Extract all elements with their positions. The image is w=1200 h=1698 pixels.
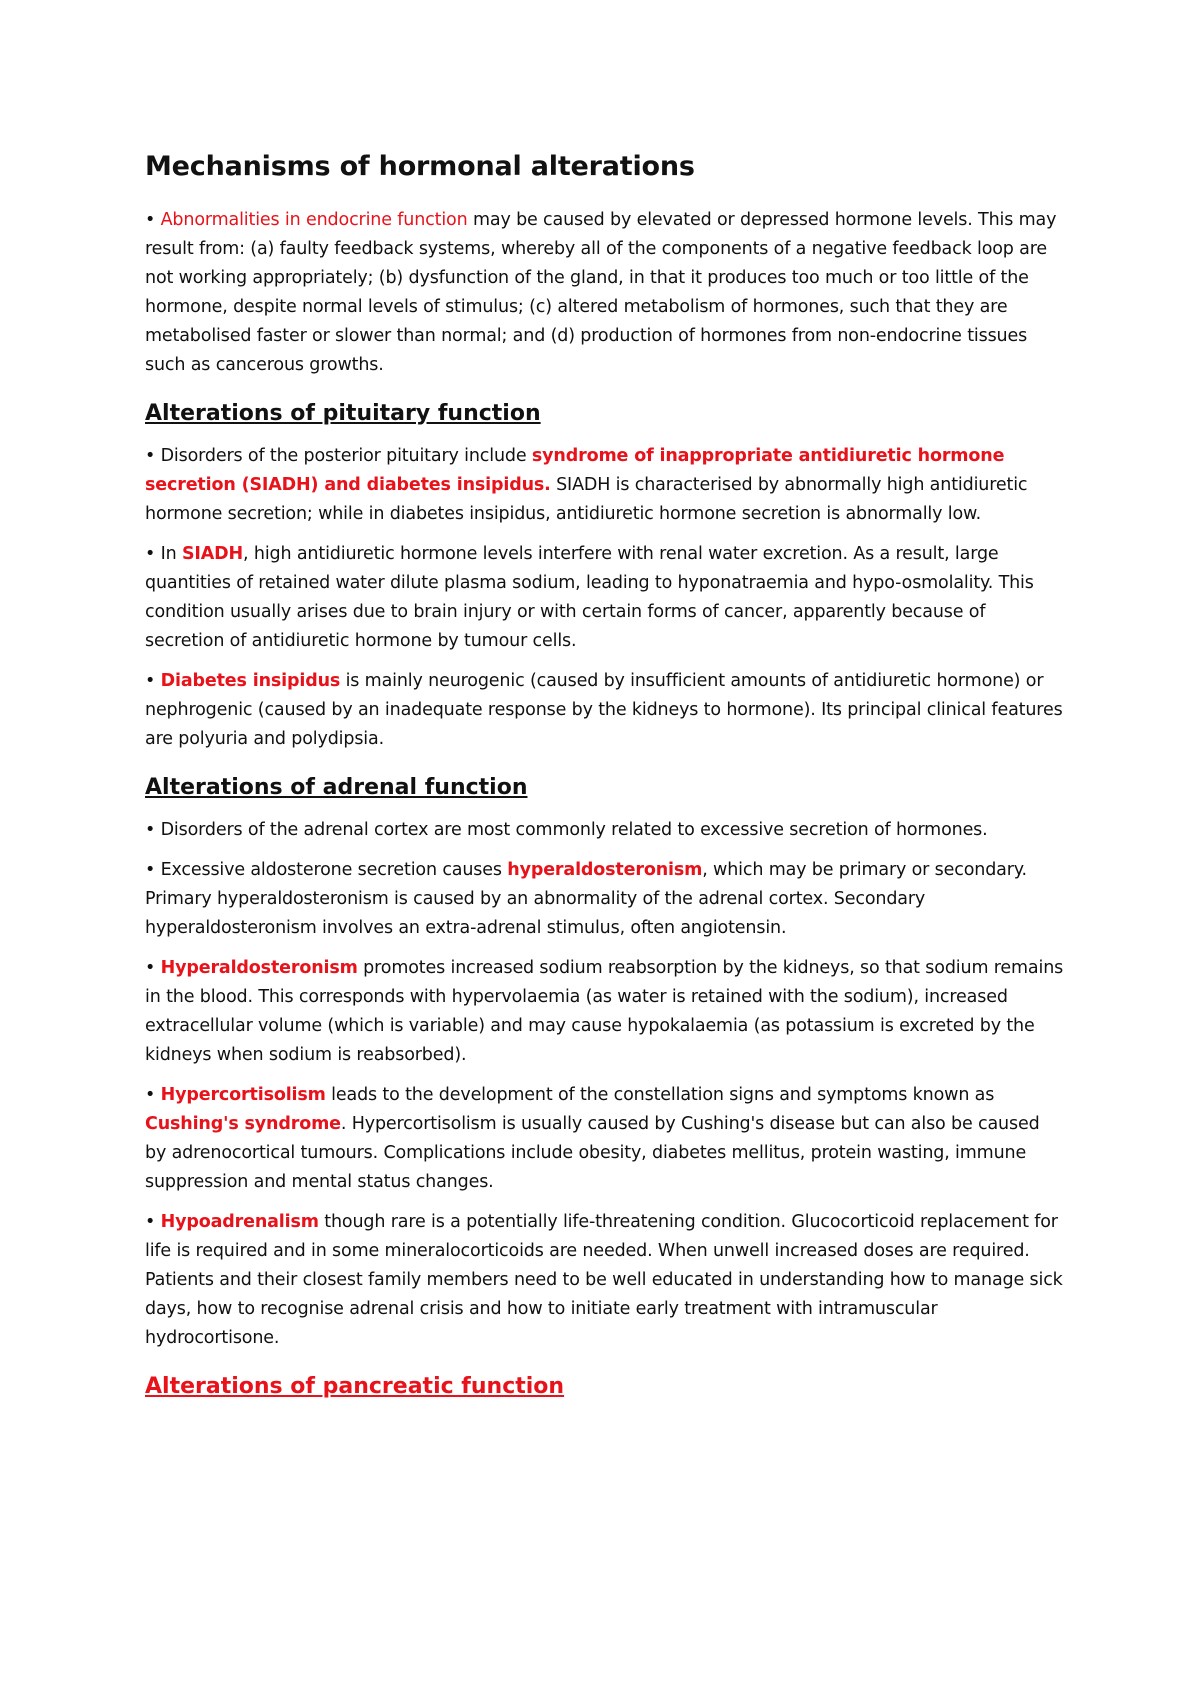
adrenal-paragraph-2 bbox=[145, 856, 1065, 943]
pituitary-paragraph-1 bbox=[145, 442, 1065, 529]
adrenal-paragraph-4 bbox=[145, 1081, 1065, 1197]
paragraph-text: , high antidiuretic hormone levels interfere with renal water excretion. As a result, large quantities of retained water dilute plasma sodium, leading to hyponatraemia and hypo-osmolality. This condition usually arises due to brain injury or with certain forms of cancer, apparently because of secretion of antidiuretic hormone by tumour cells. bbox=[145, 544, 1034, 651]
pituitary-paragraph-3 bbox=[145, 667, 1065, 754]
paragraph-text: • bbox=[145, 1212, 161, 1232]
paragraph-text: is mainly neurogenic (caused by insufficient amounts of antidiuretic hormone) or nephrogenic (caused by an inadequate response by the kidneys to hormone). Its principal clinical features are polyuria and polydipsia. bbox=[145, 671, 1063, 749]
paragraph-text: promotes increased sodium reabsorption by the kidneys, so that sodium remains in the blood. This corresponds with hypervolaemia (as water is retained with the sodium), increased extracellular volume (which is variable) and may cause hypokalaemia (as potassium is excreted by the kidneys when sodium is reabsorbed). bbox=[145, 958, 1064, 1065]
document-page bbox=[145, 150, 1065, 1415]
highlight-text: Hypoadrenalism bbox=[160, 1212, 319, 1232]
pituitary-paragraph-2 bbox=[145, 540, 1065, 656]
paragraph-text: though rare is a potentially life-threatening condition. Glucocorticoid replacement for life is required and in some mineralocorticoids are needed. When unwell increased doses are required. Patients and their closest family members need to be well educated in understanding how to manage sick days, how to recognise adrenal crisis and how to initiate early treatment with intramuscular hydrocortisone. bbox=[145, 1212, 1063, 1348]
intro-paragraph bbox=[145, 206, 1065, 380]
adrenal-paragraph-5 bbox=[145, 1208, 1065, 1353]
paragraph-text: leads to the development of the constellation signs and symptoms known as bbox=[325, 1085, 995, 1105]
paragraph-text: • Disorders of the posterior pituitary include bbox=[145, 446, 532, 466]
adrenal-paragraph-1: • Disorders of the adrenal cortex are most commonly related to excessive secretion of hormones. bbox=[145, 820, 988, 840]
section-heading-adrenal: Alterations of adrenal function bbox=[145, 775, 528, 800]
highlight-text: Abnormalities in endocrine function bbox=[160, 210, 468, 230]
paragraph-text: • In bbox=[145, 544, 182, 564]
section-heading-pancreatic: Alterations of pancreatic function bbox=[145, 1374, 565, 1399]
paragraph-text: • Excessive aldosterone secretion causes bbox=[145, 860, 508, 880]
highlight-text: syndrome of inappropriate antidiuretic hormone secretion (SIADH) and diabetes insipidus. bbox=[145, 446, 1005, 495]
paragraph-text: . Hypercortisolism is usually caused by Cushing's disease but can also be caused by adrenocortical tumours. Complications include obesity, diabetes mellitus, protein wasting, immune suppression and mental status changes. bbox=[145, 1114, 1040, 1192]
highlight-text: hyperaldosteronism bbox=[507, 860, 703, 880]
highlight-text: SIADH bbox=[181, 544, 244, 564]
paragraph-text: • bbox=[145, 671, 161, 691]
section-heading-pituitary: Alterations of pituitary function bbox=[145, 401, 541, 426]
paragraph-text: SIADH is characterised by abnormally high antidiuretic hormone secretion; while in diabetes insipidus, antidiuretic hormone secretion is abnormally low. bbox=[145, 475, 1028, 524]
paragraph-text: may be caused by elevated or depressed hormone levels. This may result from: (a) faulty feedback systems, whereby all of the components of a negative feedback loop are not working appropriately; (b) dysfunction of the gland, in that it produces too much or too little of the hormone, despite normal levels of stimulus; (c) altered metabolism of hormones, such that they are metabolised faster or slower than normal; and (d) production of hormones from non-endocrine tissues such as cancerous growths. bbox=[145, 210, 1057, 375]
bullet: • bbox=[145, 210, 161, 230]
document-title: Mechanisms of hormonal alterations bbox=[145, 151, 695, 182]
paragraph-text: • bbox=[145, 1085, 161, 1105]
highlight-text: Diabetes insipidus bbox=[160, 671, 341, 691]
adrenal-paragraph-3 bbox=[145, 954, 1065, 1070]
highlight-text: Hyperaldosteronism bbox=[160, 958, 358, 978]
highlight-text: Hypercortisolism bbox=[160, 1085, 326, 1105]
paragraph-text: • bbox=[145, 958, 161, 978]
highlight-text: Cushing's syndrome bbox=[145, 1114, 341, 1134]
paragraph-text: , which may be primary or secondary. Primary hyperaldosteronism is caused by an abnormality of the adrenal cortex. Secondary hyperaldosteronism involves an extra-adrenal stimulus, often angiotensin. bbox=[145, 860, 1027, 938]
